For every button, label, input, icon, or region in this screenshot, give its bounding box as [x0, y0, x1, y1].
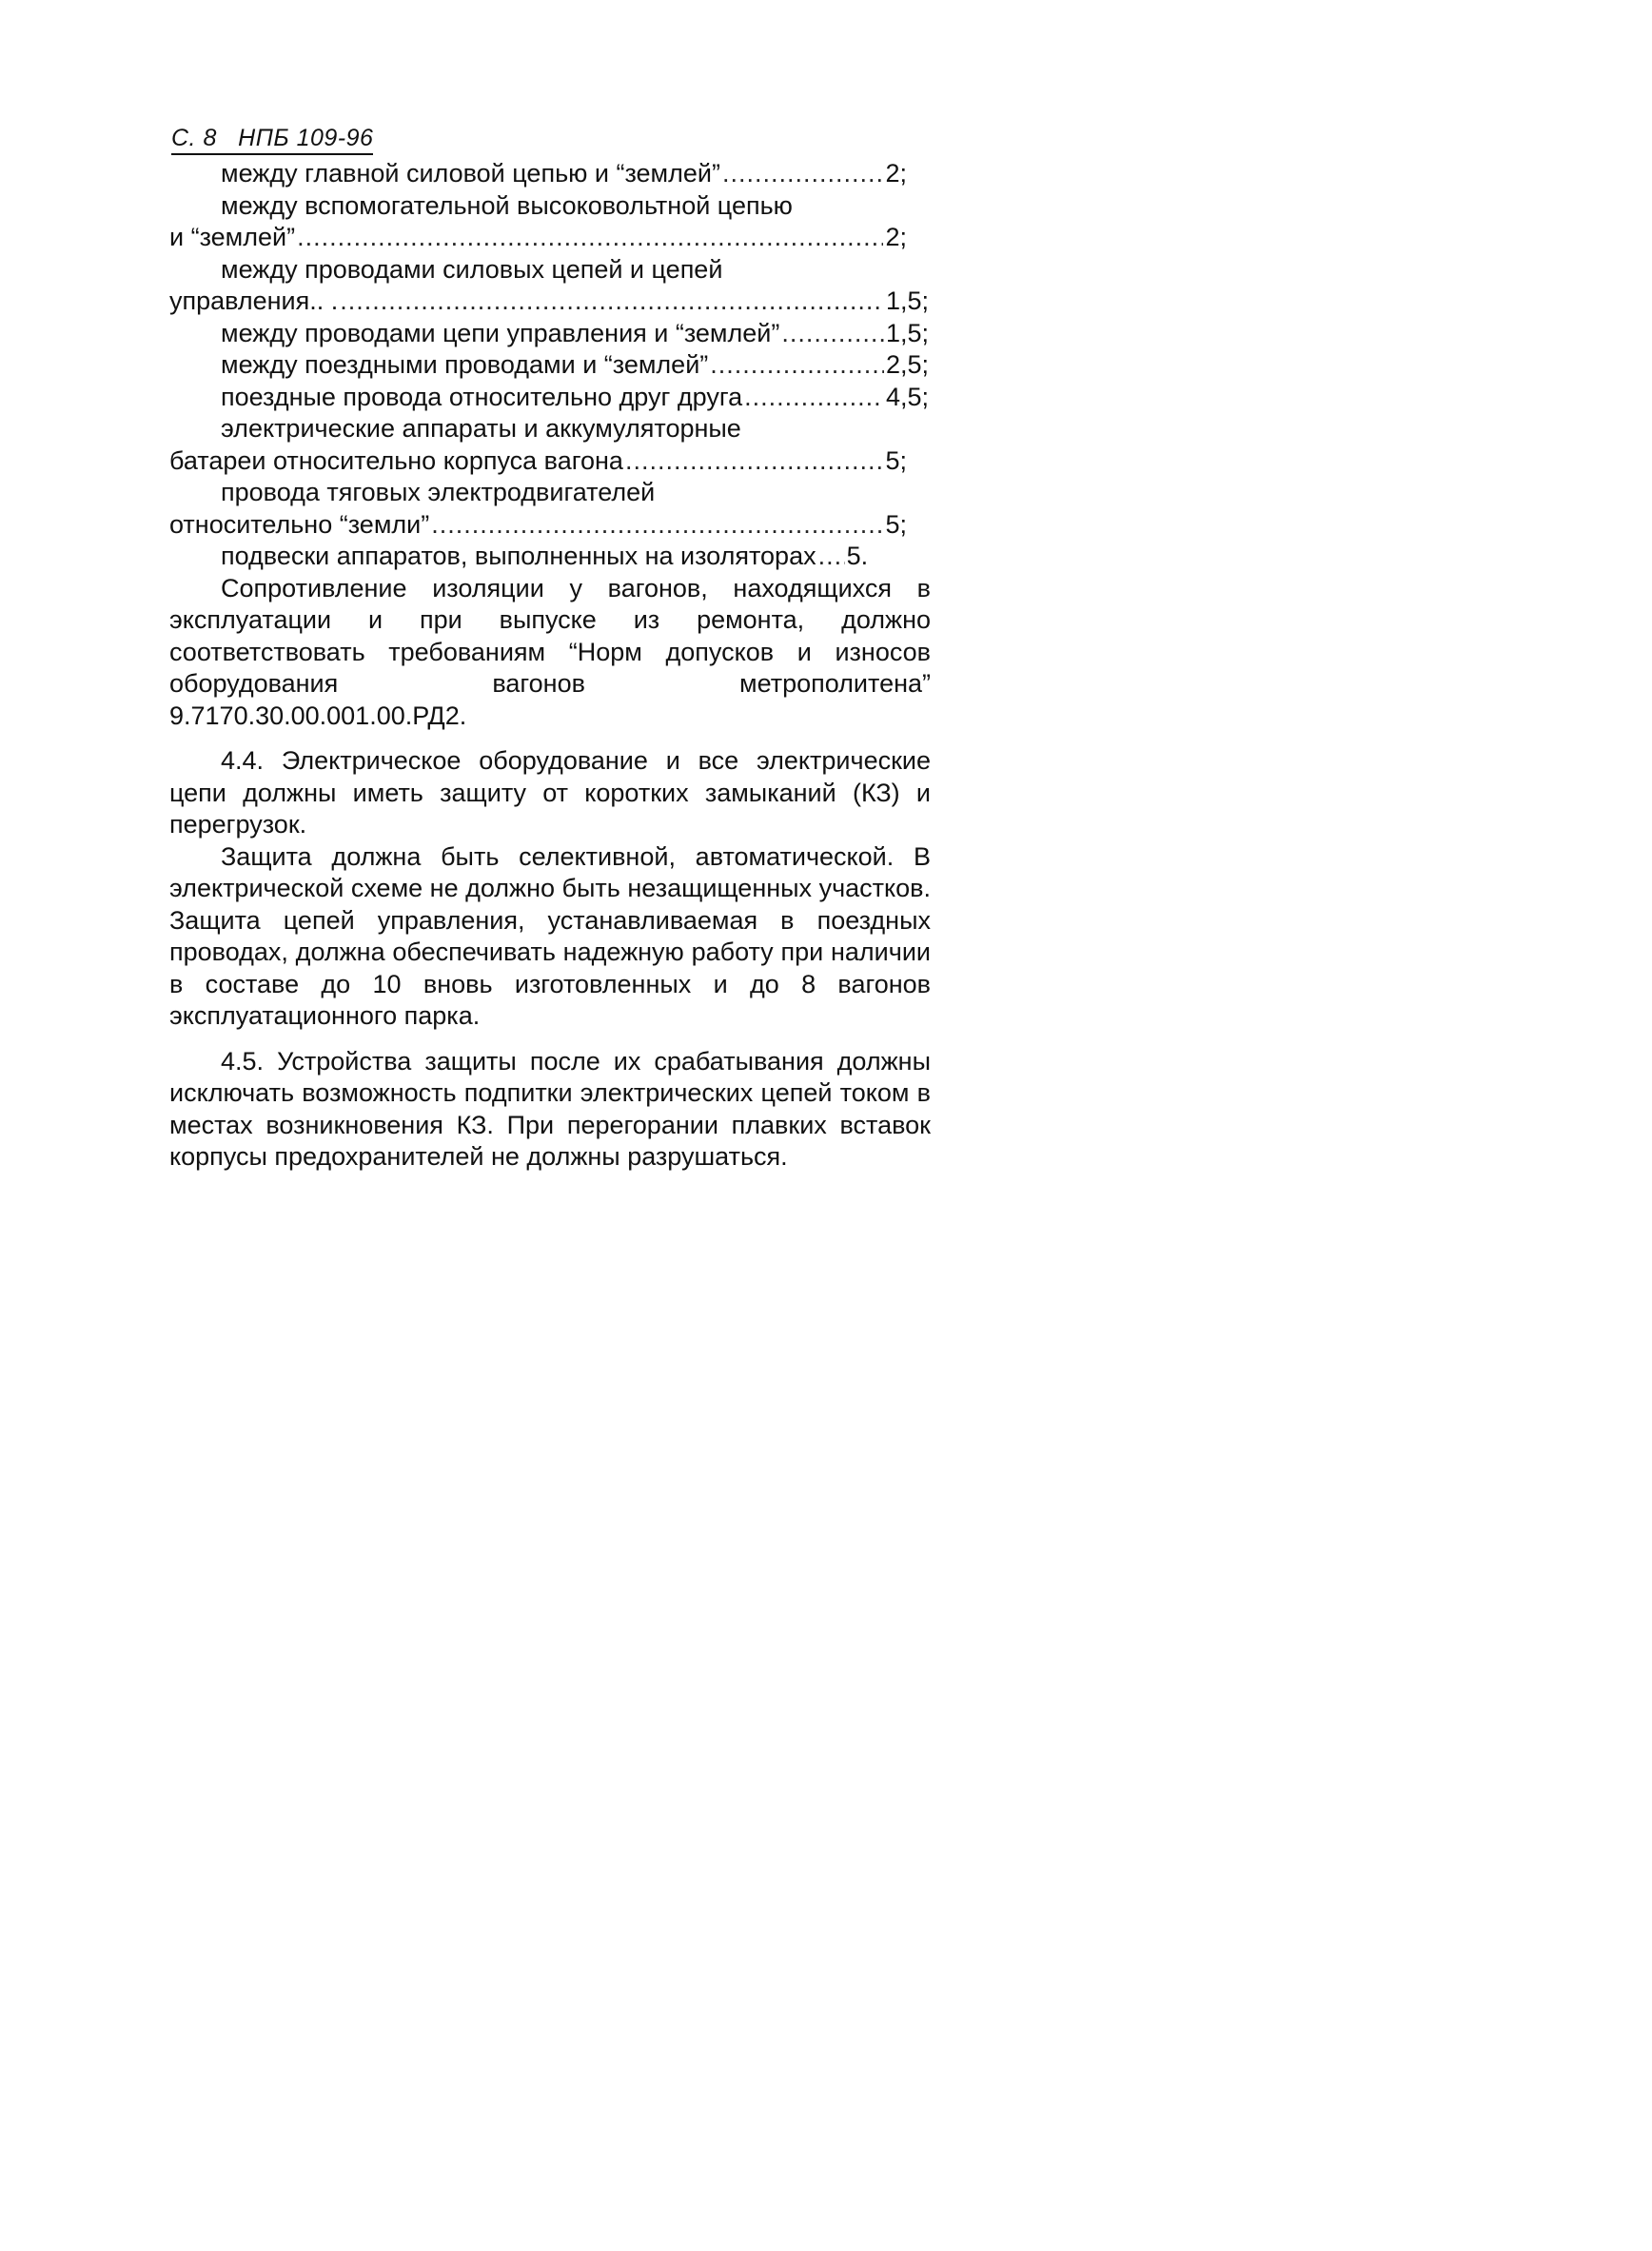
paragraph-4-4: 4.4. Электрическое оборудование и все электрические цепи должны иметь защиту от коротких замыканий (КЗ) и перегрузок. — [169, 746, 931, 839]
list-item-value: 5. — [846, 542, 869, 570]
dot-leader — [744, 382, 884, 414]
list-item — [169, 318, 931, 350]
list-item — [169, 286, 931, 318]
dot-leader — [722, 158, 884, 190]
list-item — [169, 541, 931, 573]
list-item — [169, 382, 931, 414]
list-item-label: подвески аппаратов, выполненных на изоляторах — [221, 542, 816, 570]
list-item-label: между проводами цепи управления и “землей” — [221, 318, 780, 347]
list-item-label: относительно “земли” — [169, 509, 430, 539]
page-header: С. 8 НПБ 109-96 — [171, 125, 373, 155]
list-item — [169, 509, 931, 542]
dot-leader — [431, 509, 883, 542]
document-page — [0, 0, 1096, 1462]
list-item-value: 4,5; — [885, 382, 929, 411]
list-item-value: 2; — [885, 159, 907, 188]
list-item-value: 1,5; — [885, 286, 929, 315]
list-item-label: батареи относительно корпуса вагона — [169, 445, 623, 475]
list-item-value: 5; — [885, 509, 907, 539]
paragraph-gap — [169, 1033, 931, 1046]
paragraph-protection: Защита должна быть селективной, автоматической. В электрической схеме не должно быть незащищенных участков. Защита цепей управления, устанавливаемая в поездных проводах, должна обеспечивать надежную работу при наличии в составе до 10 вновь изготовленных и до 8 вагонов эксплуатационного парка. — [169, 841, 931, 1030]
list-item — [169, 222, 931, 254]
dot-leader — [710, 349, 884, 382]
dot-leader — [625, 445, 884, 478]
list-item-label: управления.. . — [169, 286, 339, 315]
list-item-value: 2; — [885, 223, 907, 251]
paragraph-4-5: 4.5. Устройства защиты после их срабатывания должны исключать возможность подпитки электрических цепей током в местах возникновения КЗ. При перегорании плавких вставок корпусы предохранителей не должны разрушаться. — [169, 1046, 931, 1171]
dot-leader — [781, 318, 884, 350]
list-item-value: 2,5; — [885, 350, 929, 379]
dot-leader — [297, 222, 883, 254]
list-item-label: между поездными проводами и “землей” — [221, 350, 709, 379]
list-item-continuation: между проводами силовых цепей и цепей — [221, 254, 723, 284]
list-item-label: и “землей” — [169, 223, 296, 251]
paragraph-gap — [169, 732, 931, 745]
list-item — [169, 445, 931, 478]
dot-leader — [818, 541, 845, 573]
page-content — [169, 158, 931, 1174]
list-item — [169, 349, 931, 382]
list-item-label: поездные провода относительно друг друга — [221, 382, 743, 411]
list-item-value: 1,5; — [885, 318, 929, 347]
list-item-continuation: электрические аппараты и аккумуляторные — [221, 414, 741, 443]
list-item-value: 5; — [885, 445, 907, 475]
paragraph-insulation: Сопротивление изоляции у вагонов, находящихся в эксплуатации и при выпуске из ремонта, должно соответствовать требованиям “Норм допусков и износов оборудования вагонов метрополитена” 9.7170.30.00.001.00.РД2. — [169, 573, 931, 730]
list-item-label: между главной силовой цепью и “землей” — [221, 159, 720, 188]
list-item-continuation: между вспомогательной высоковольтной цепью — [221, 190, 793, 220]
dot-leader — [340, 286, 884, 318]
list-item-continuation: провода тяговых электродвигателей — [221, 478, 656, 506]
list-item — [169, 158, 931, 190]
